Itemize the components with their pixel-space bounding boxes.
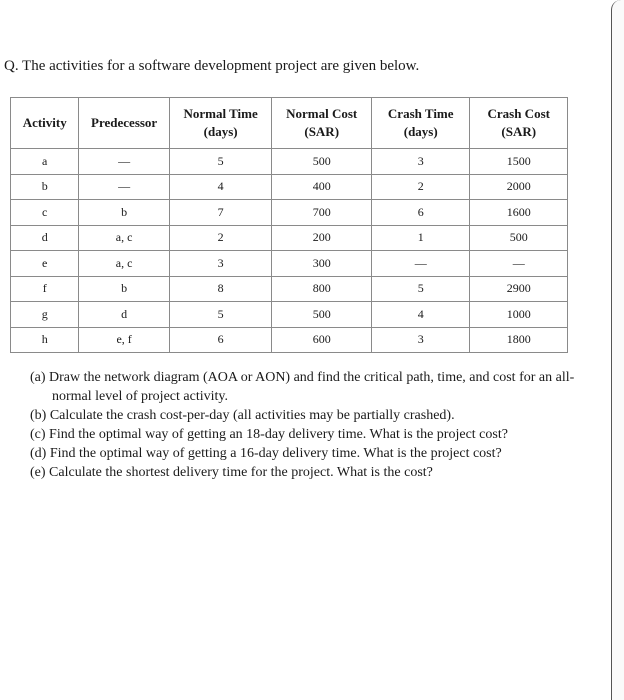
cell-normal-cost: 500 xyxy=(272,302,372,328)
cell-normal-cost: 700 xyxy=(272,200,372,226)
header-crash-cost: Crash Cost (SAR) xyxy=(470,98,568,149)
table-row xyxy=(11,174,568,200)
table-row xyxy=(11,200,568,226)
cell-predecessor: a, c xyxy=(79,251,169,277)
cell-normal-time: 4 xyxy=(169,174,272,200)
cell-activity: f xyxy=(11,276,79,302)
cell-crash-time: — xyxy=(372,251,470,277)
cell-normal-cost: 600 xyxy=(272,327,372,353)
cell-predecessor: e, f xyxy=(79,327,169,353)
table-row xyxy=(11,225,568,251)
cell-normal-cost: 400 xyxy=(272,174,372,200)
cell-predecessor: — xyxy=(79,174,169,200)
cell-crash-time: 3 xyxy=(372,327,470,353)
cell-crash-cost: 1500 xyxy=(470,149,568,175)
cell-crash-cost: 500 xyxy=(470,225,568,251)
cell-normal-cost: 300 xyxy=(272,251,372,277)
part-d: (d) Find the optimal way of getting a 16-day delivery time. What is the project cost? xyxy=(30,446,502,461)
cell-activity: g xyxy=(11,302,79,328)
table-header-row xyxy=(11,98,568,149)
page-edge xyxy=(611,0,624,700)
cell-predecessor: d xyxy=(79,302,169,328)
cell-crash-cost: 1600 xyxy=(470,200,568,226)
cell-predecessor: b xyxy=(79,276,169,302)
cell-predecessor: a, c xyxy=(79,225,169,251)
cell-normal-time: 3 xyxy=(169,251,272,277)
cell-crash-time: 2 xyxy=(372,174,470,200)
cell-crash-cost: — xyxy=(470,251,568,277)
cell-activity: a xyxy=(11,149,79,175)
cell-crash-time: 4 xyxy=(372,302,470,328)
cell-activity: c xyxy=(11,200,79,226)
part-a: (a) Draw the network diagram (AOA or AON) and find the critical path, time, and cost for an all-normal level of project activity. xyxy=(30,370,575,404)
cell-activity: b xyxy=(11,174,79,200)
cell-activity: e xyxy=(11,251,79,277)
table-row xyxy=(11,149,568,175)
header-normal-cost: Normal Cost (SAR) xyxy=(272,98,372,149)
header-activity: Activity xyxy=(11,98,79,149)
cell-crash-cost: 1000 xyxy=(470,302,568,328)
table-row xyxy=(11,251,568,277)
cell-normal-time: 8 xyxy=(169,276,272,302)
cell-crash-time: 5 xyxy=(372,276,470,302)
cell-normal-time: 5 xyxy=(169,149,272,175)
cell-crash-time: 1 xyxy=(372,225,470,251)
header-normal-time: Normal Time (days) xyxy=(169,98,272,149)
cell-crash-time: 6 xyxy=(372,200,470,226)
question-parts xyxy=(18,368,578,482)
cell-normal-time: 6 xyxy=(169,327,272,353)
cell-crash-time: 3 xyxy=(372,149,470,175)
header-predecessor: Predecessor xyxy=(79,98,169,149)
cell-predecessor: — xyxy=(79,149,169,175)
question-text: Q. The activities for a software development project are given below. xyxy=(4,58,420,74)
part-c: (c) Find the optimal way of getting an 18-day delivery time. What is the project cost? xyxy=(30,427,508,442)
cell-crash-cost: 1800 xyxy=(470,327,568,353)
cell-normal-time: 7 xyxy=(169,200,272,226)
table-row xyxy=(11,302,568,328)
activities-table xyxy=(10,97,568,353)
table-row xyxy=(11,276,568,302)
header-crash-time: Crash Time (days) xyxy=(372,98,470,149)
cell-activity: h xyxy=(11,327,79,353)
cell-normal-cost: 200 xyxy=(272,225,372,251)
cell-normal-time: 2 xyxy=(169,225,272,251)
table-row xyxy=(11,327,568,353)
part-b: (b) Calculate the crash cost-per-day (all activities may be partially crashed). xyxy=(30,408,455,423)
cell-predecessor: b xyxy=(79,200,169,226)
cell-normal-cost: 500 xyxy=(272,149,372,175)
cell-normal-time: 5 xyxy=(169,302,272,328)
cell-normal-cost: 800 xyxy=(272,276,372,302)
cell-crash-cost: 2000 xyxy=(470,174,568,200)
cell-activity: d xyxy=(11,225,79,251)
part-e: (e) Calculate the shortest delivery time for the project. What is the cost? xyxy=(30,465,433,480)
cell-crash-cost: 2900 xyxy=(470,276,568,302)
